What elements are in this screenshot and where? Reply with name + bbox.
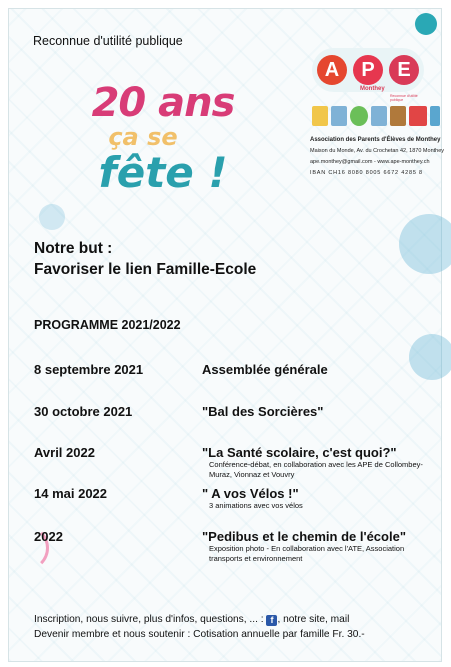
event-date: Avril 2022 xyxy=(34,445,95,460)
goal-text: Favoriser le lien Famille-Ecole xyxy=(34,261,257,278)
anniversary-line-2: ça se xyxy=(108,123,178,151)
event-date: 14 mai 2022 xyxy=(34,486,108,501)
event-title: "Bal des Sorcières" xyxy=(202,404,324,419)
footer xyxy=(34,612,434,642)
logo-location: Monthey xyxy=(360,86,385,92)
pencil-icon xyxy=(430,106,440,126)
footer-line-2: Devenir membre et nous soutenir : Cotisation annuelle par famille Fr. 30.- xyxy=(34,629,365,640)
association-info xyxy=(310,135,450,179)
ruler-icon xyxy=(331,106,347,126)
event-title: "La Santé scolaire, c'est quoi?" xyxy=(202,445,397,460)
logo-letter-p: P xyxy=(353,55,383,85)
event-date: 2022 xyxy=(34,529,63,544)
event-description: Conférence-débat, en collaboration avec les APE de Collombey-Muraz, Vionnaz et Vouvry xyxy=(209,460,423,479)
anniversary-line-3: fête ! xyxy=(98,148,228,197)
event-date: 8 septembre 2021 xyxy=(34,362,144,377)
school-icons-row xyxy=(312,106,440,126)
satchel-icon xyxy=(390,106,406,126)
scissors-icon xyxy=(409,106,427,126)
programme-title: PROGRAMME 2021/2022 xyxy=(34,318,181,332)
event-title: " A vos Vélos !" xyxy=(202,486,299,501)
association-iban: IBAN CH16 8080 8005 6672 4285 8 xyxy=(310,170,423,176)
event-title: "Pedibus et le chemin de l'école" xyxy=(202,529,406,544)
recognition-text: Reconnue d'utilité publique xyxy=(33,34,183,48)
event-date: 30 octobre 2021 xyxy=(34,404,133,419)
globe-icon xyxy=(350,106,368,126)
decorative-blue-circle xyxy=(399,214,451,274)
ape-logo-badge xyxy=(312,48,424,102)
footer-info-text: Inscription, nous suivre, plus d'infos, questions, ... : xyxy=(34,614,264,625)
footer-info-links: , notre site, mail xyxy=(277,614,350,625)
logo-tagline: Reconnue d'utilité publique xyxy=(390,94,418,102)
anniversary-title xyxy=(78,82,248,196)
decorative-teal-dot xyxy=(415,13,437,35)
ape-logo xyxy=(312,48,430,102)
decorative-blue-circle xyxy=(39,204,65,230)
event-description: Exposition photo - En collaboration avec l'ATE, Association transports et environnement xyxy=(209,544,405,563)
decorative-blue-circle xyxy=(409,334,451,380)
event-description: 3 animations avec vos vélos xyxy=(209,501,303,510)
event-title: Assemblée générale xyxy=(202,362,328,377)
association-contact[interactable]: ape.monthey@gmail.com - www.ape-monthey.ch xyxy=(310,159,430,165)
association-name: Association des Parents d'Élèves de Monthey xyxy=(310,137,441,143)
goal-section xyxy=(34,238,256,280)
book-icon xyxy=(371,106,387,126)
logo-letter-a: A xyxy=(317,55,347,85)
goal-heading: Notre but : xyxy=(34,240,113,257)
logo-letter-e: E xyxy=(389,55,419,85)
backpack-icon xyxy=(312,106,328,126)
footer-line-1 xyxy=(34,612,434,627)
anniversary-line-1: 20 ans xyxy=(91,80,235,126)
facebook-icon[interactable]: f xyxy=(266,615,277,626)
association-address: Maison du Monde, Av. du Crochetan 42, 1870 Monthey xyxy=(310,148,445,154)
